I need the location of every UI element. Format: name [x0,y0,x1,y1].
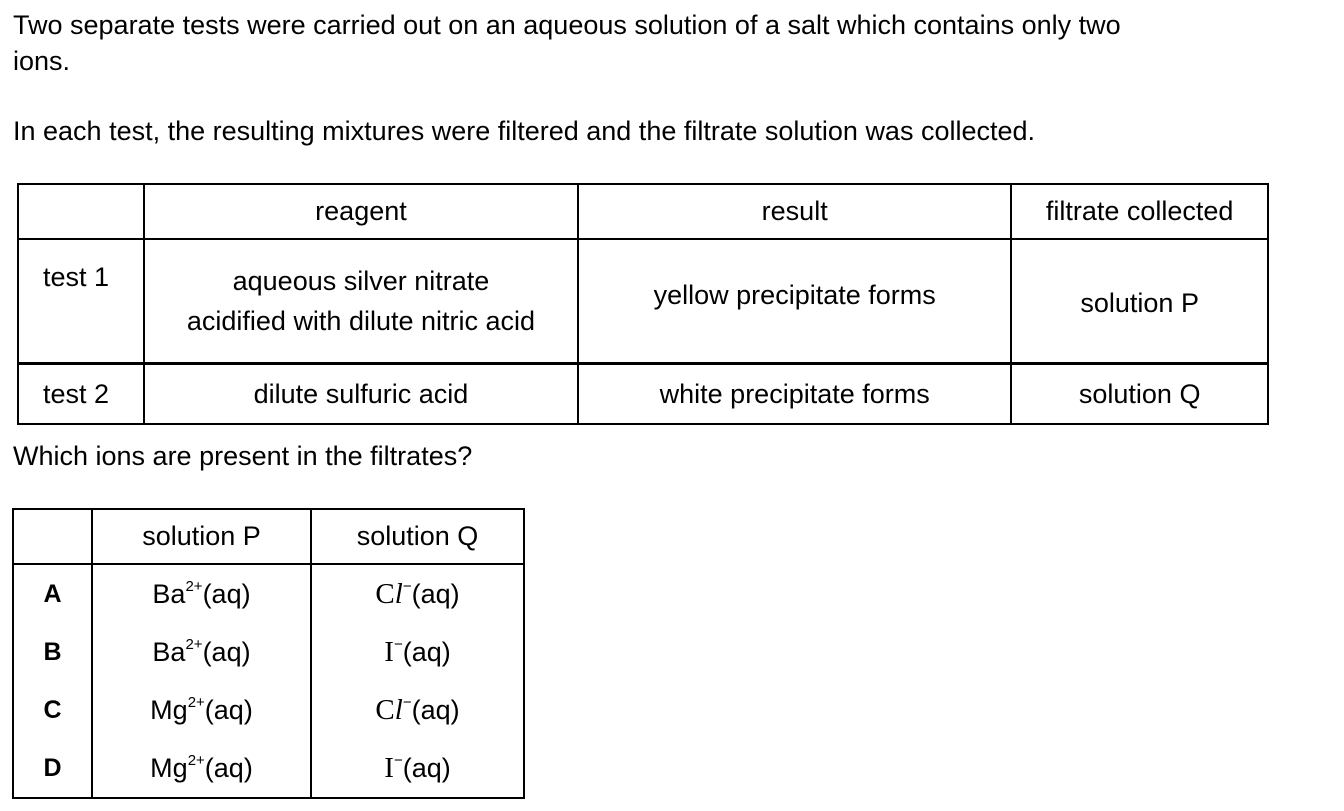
table-row [13,739,524,798]
question-text: Which ions are present in the filtrates? [13,441,473,471]
test-1-reagent [144,239,578,364]
ion-state: (aq) [204,752,253,783]
tests-header-filtrate: filtrate collected [1011,184,1268,239]
ion-state: (aq) [204,694,253,725]
test-1-result [578,239,1011,364]
tests-header-blank [18,184,144,239]
ion-symbol: C [375,577,395,610]
ion-symbol: C [375,693,395,726]
filter-paragraph: In each test, the resulting mixtures were filtered and the filtrate solution was collected. [13,116,1036,146]
ion-state: (aq) [411,694,460,725]
test-2-filtrate: solution Q [1011,364,1268,425]
ion-charge: 2+ [185,577,203,595]
test-1-reagent-line-1: aqueous silver nitrate [232,266,490,296]
test-2-result: white precipitate forms [578,364,1011,425]
ion-symbol: I [384,635,394,668]
option-letter-a: A [13,564,92,623]
ion-symbol: I [384,751,394,784]
test-1-reagent-line-2: acidified with dilute nitric acid [186,306,536,336]
table-row [18,239,1268,364]
option-b-solution-q [311,623,524,681]
ion-state: (aq) [202,636,251,667]
ion-state: (aq) [411,578,460,609]
test-1-label: test 1 [18,239,144,364]
answers-table [12,508,525,799]
answers-header-solution-q: solution Q [311,509,524,564]
table-row [13,681,524,739]
ion-symbol: Ba [152,636,186,667]
table-row [13,564,524,623]
ion-symbol-italic: l [394,693,403,726]
option-d-solution-p [92,739,311,798]
tests-header-reagent: reagent [144,184,578,239]
ion-state: (aq) [402,636,451,667]
ion-charge: − [402,693,412,711]
ion-charge: − [393,751,403,769]
option-b-solution-p [92,623,311,681]
option-d-solution-q [311,739,524,798]
option-letter-b: B [13,623,92,681]
ion-charge: 2+ [187,751,205,769]
option-c-solution-q [311,681,524,739]
option-c-solution-p [92,681,311,739]
ion-symbol: Mg [150,752,188,783]
test-1-result-text: yellow precipitate forms [653,279,936,310]
ion-charge: − [402,577,412,595]
ion-charge: 2+ [187,693,205,711]
test-1-filtrate [1011,239,1268,364]
ion-charge: 2+ [185,635,203,653]
tests-header-result: result [578,184,1011,239]
answers-header-row [13,509,524,564]
option-letter-d: D [13,739,92,798]
tests-header-row [18,184,1268,239]
ion-charge: − [393,635,403,653]
answers-header-solution-p: solution P [92,509,311,564]
answers-header-blank [13,509,92,564]
test-2-label: test 2 [18,364,144,425]
option-letter-c: C [13,681,92,739]
table-row [13,623,524,681]
intro-line-1: Two separate tests were carried out on an aqueous solution of a salt which contains only two [13,10,1121,40]
ion-symbol: Ba [152,578,186,609]
ion-state: (aq) [202,578,251,609]
option-a-solution-q [311,564,524,623]
table-row [18,364,1268,425]
ion-symbol-italic: l [394,577,403,610]
ion-symbol: Mg [150,694,188,725]
ion-state: (aq) [402,752,451,783]
option-a-solution-p [92,564,311,623]
test-2-reagent: dilute sulfuric acid [144,364,578,425]
intro-line-2: ions. [13,46,71,76]
test-1-filtrate-text: solution P [1080,287,1199,318]
tests-table [17,183,1269,425]
